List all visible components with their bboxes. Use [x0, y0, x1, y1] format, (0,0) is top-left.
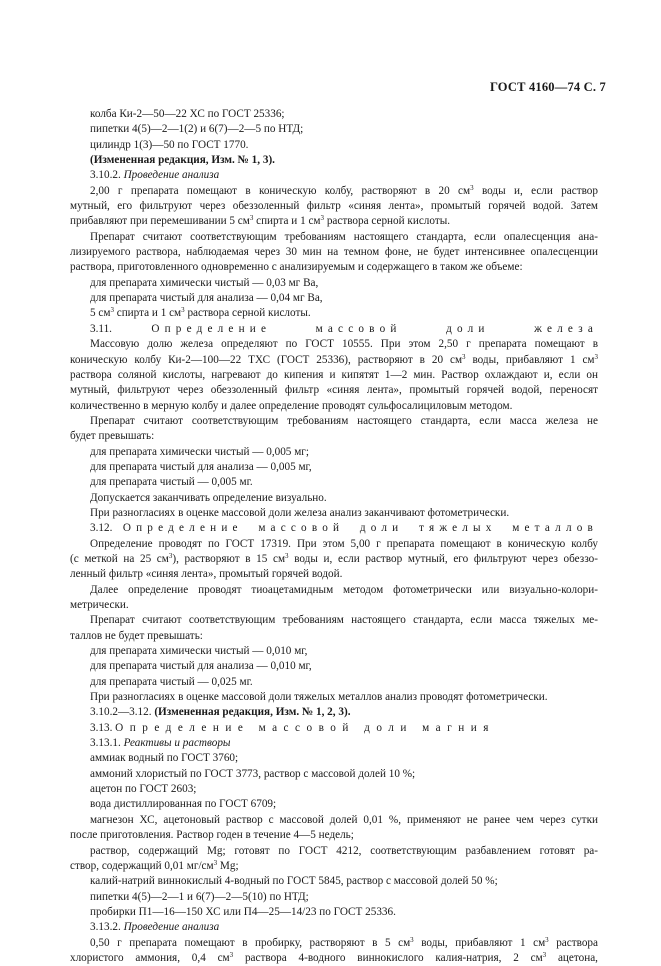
- text-line: магнезон ХС, ацетоновый раствор с массовой долей 0,01 %, применяют не ранее чем через сутки: [90, 813, 598, 826]
- text-line: для препарата чистый — 0,005 мг.: [90, 476, 253, 489]
- text-line: лизируемого раствора, наблюдаемая через 30 мин на темном фоне, не будет интенсивнее опалесценции: [70, 246, 598, 259]
- text-line: мутный, фильтруют через обеззоленный фильтр «синяя лента», промытый горячей водой, переносят: [70, 384, 598, 397]
- text-line: створ, содержащий 0,01 $мг/см^3$ Mg;: [70, 858, 239, 872]
- text-line: (Измененная редакция, Изм. № 1, 3).: [90, 154, 275, 167]
- text-line: 3.12. Определение массовой доли тяжелых металлов: [90, 522, 598, 535]
- text-line: коническую колбу Ки-2—100—22 ТХС (ГОСТ 25336), растворяют в 20 $см^3$ воды, прибавляют 1 $см^3$: [70, 352, 598, 366]
- text-line: колба Ки-2—50—22 ХС по ГОСТ 25336;: [90, 108, 285, 120]
- text-line: для препарата химически чистый — 0,010 мг,: [90, 645, 308, 658]
- document-body: [70, 107, 598, 966]
- text-line: Препарат считают соответствующим требованиям настоящего стандарта, если масса тяжелых ме-: [90, 614, 598, 627]
- text-line: для препарата химически чистый — 0,03 мг Ва,: [90, 276, 319, 289]
- text-line: цилиндр 1(3)—50 по ГОСТ 1770.: [90, 138, 249, 151]
- text-line: 2,00 г препарата помещают в коническую колбу, растворяют в 20 $см^3$ воды и, если раствор: [90, 183, 598, 197]
- text-line: раствора, приготовленного одновременно с анализируемым и содержащего в таком же объеме:: [70, 261, 523, 274]
- text-line: 3.11. Определение массовой доли железа: [90, 322, 598, 335]
- text-line: после приготовления. Раствор годен в течение 4—5 недель;: [70, 829, 354, 842]
- text-line: Определение проводят по ГОСТ 17319. При этом 5,00 г препарата помещают в коническую колбу: [90, 537, 598, 550]
- text-line: пипетки 4(5)—2—1 и 6(7)—2—5(10) по НТД;: [90, 890, 309, 903]
- text-line: для препарата химически чистый — 0,005 мг;: [90, 445, 309, 458]
- text-line: для препарата чистый — 0,025 мг.: [90, 675, 253, 688]
- text-line: 5 $см^3$ спирта и 1 $см^3$ раствора серной кислоты.: [90, 306, 311, 320]
- text-line: количественно в мерную колбу и далее определение проводят сульфосалициловым методом.: [70, 399, 513, 412]
- text-line: 3.13.1. Реактивы и растворы: [90, 737, 231, 750]
- text-line: раствор, содержащий Mg; готовят по ГОСТ 4212, соответствующим разбавлением готовят ра-: [90, 844, 598, 857]
- text-line: Препарат считают соответствующим требованиям настоящего стандарта, если масса железа не: [90, 414, 598, 427]
- text-line: для препарата чистый для анализа — 0,005 мг,: [90, 460, 312, 473]
- text-line: для препарата чистый для анализа — 0,04 мг Ва,: [90, 292, 323, 305]
- text-line: прибавляют при перемешивании 5 $см^3$ спирта и 1 $см^3$ раствора серной кислоты.: [70, 214, 451, 228]
- text-line: аммиак водный по ГОСТ 3760;: [90, 752, 239, 765]
- text-line: Препарат считают соответствующим требованиям настоящего стандарта, если опалесценция ана-: [90, 230, 598, 243]
- text-line: будет превышать:: [70, 430, 155, 443]
- text-line: 3.13. Определение массовой доли магния: [90, 721, 495, 734]
- text-line: раствора соляной кислоты, нагревают до кипения и кипятят 1—2 мин. Раствор охлаждают и, если он: [70, 368, 598, 381]
- text-line: вода дистиллированная по ГОСТ 6709;: [90, 798, 277, 811]
- text-line: пробирки П1—16—150 ХС или П4—25—14/23 по ГОСТ 25336.: [90, 905, 396, 918]
- text-line: 0,50 г препарата помещают в пробирку, растворяют в 5 $см^3$ воды, прибавляют 1 $см^3$ раствора: [90, 935, 598, 949]
- text-line: Далее определение проводят тиоацетамидным методом фотометрически или визуально-колори-: [90, 583, 598, 596]
- text-line: пипетки 4(5)—2—1(2) и 6(7)—2—5 по НТД;: [90, 123, 304, 136]
- text-line: 3.10.2. Проведение анализа: [90, 169, 220, 182]
- text-line: 3.13.2. Проведение анализа: [90, 921, 220, 934]
- text-line: ленный фильтр «синяя лента», промытый горячей водой.: [70, 568, 343, 581]
- text-line: метрически.: [70, 599, 129, 611]
- page-header: ГОСТ 4160—74 С. 7: [489, 80, 606, 94]
- text-line: Допускается заканчивать определение визуально.: [90, 491, 327, 504]
- text-line: ацетон по ГОСТ 2603;: [90, 783, 197, 796]
- text-line: 3.10.2—3.12. (Измененная редакция, Изм. № 1, 2, 3).: [90, 706, 351, 719]
- text-line: мутный, его фильтруют через обеззоленный фильтр «синяя лента», промытый горячей водой. Затем: [70, 200, 598, 213]
- text-line: для препарата чистый для анализа — 0,010 мг,: [90, 660, 312, 673]
- text-line: таллов не будет превышать:: [70, 629, 203, 642]
- text-line: хлористого аммония, 0,4 $см^3$ раствора 4-водного виннокислого калия-натрия, 2 $см^3$ ацетона,: [70, 950, 598, 964]
- text-line: (с меткой на 25 $см^3$), растворяют в 15 $см^3$ воды и, если раствор мутный, его фильтруют через обеззо-: [70, 551, 598, 565]
- text-line: Массовую долю железа определяют по ГОСТ 10555. При этом 2,50 г препарата помещают в: [90, 338, 598, 351]
- text-line: При разногласиях в оценке массовой доли железа анализ заканчивают фотометрически.: [90, 506, 510, 519]
- text-line: аммоний хлористый по ГОСТ 3773, раствор с массовой долей 10 %;: [90, 767, 416, 780]
- text-line: калий-натрий виннокислый 4-водный по ГОСТ 5845, раствор с массовой долей 50 %;: [90, 875, 498, 888]
- text-line: При разногласиях в оценке массовой доли тяжелых металлов анализ проводят фотометрически.: [90, 691, 548, 704]
